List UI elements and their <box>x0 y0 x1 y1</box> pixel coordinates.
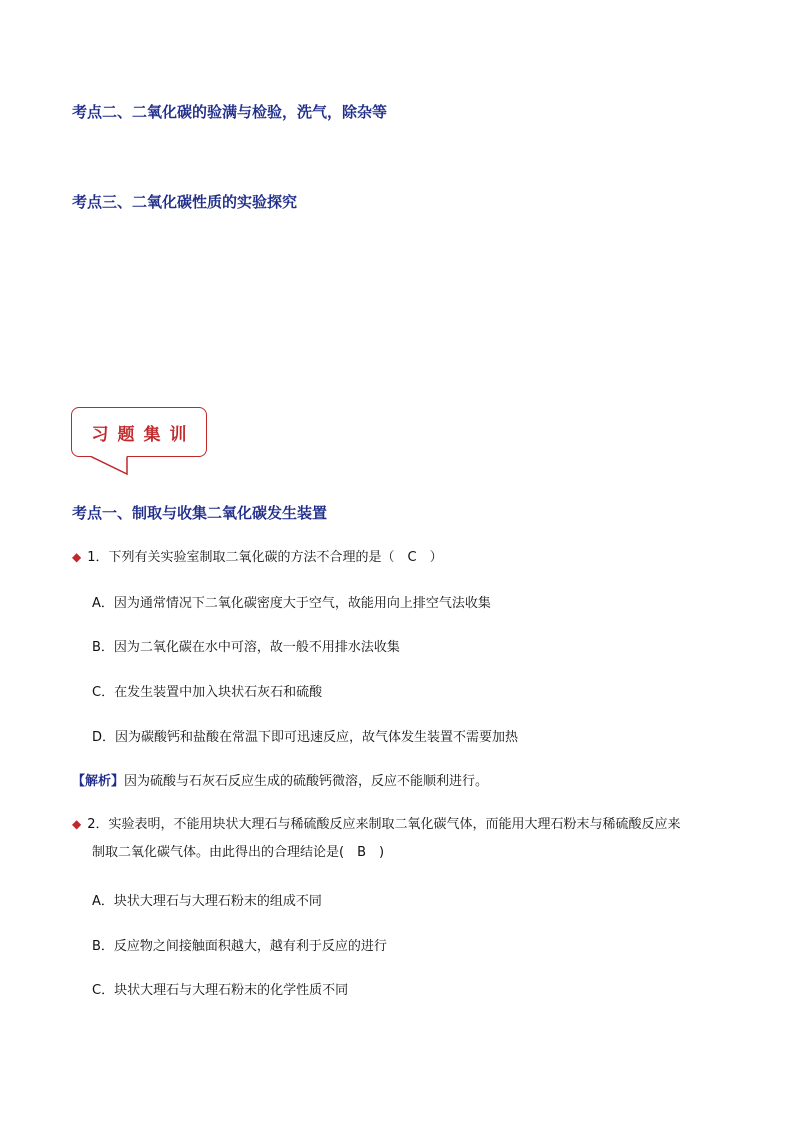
section-heading-3: 考点三、二氧化碳性质的实验探究 <box>72 193 298 211</box>
question-2-line-1 <box>72 813 732 836</box>
question-2-option-a: A．块状大理石与大理石粉末的组成不同 <box>92 894 322 909</box>
analysis-tag: 【解析】 <box>72 774 125 789</box>
question-1-text: 1．下列有关实验室制取二氧化碳的方法不合理的是（ C ） <box>87 550 443 565</box>
question-1 <box>72 546 443 569</box>
diamond-icon: ◆ <box>72 817 82 831</box>
banner-tail <box>91 455 131 475</box>
question-1-option-d: D．因为碳酸钙和盐酸在常温下即可迅速反应，故气体发生装置不需要加热 <box>92 730 519 745</box>
question-2-text-line-1: 2．实验表明，不能用块状大理石与稀硫酸反应来制取二氧化碳气体，而能用大理石粉末与稀硫酸反应来 <box>87 817 681 832</box>
question-2-text-line-2: 制取二氧化碳气体。由此得出的合理结论是( B ) <box>92 845 385 860</box>
banner-label: 习题集训 <box>91 424 196 445</box>
question-1-option-a: A．因为通常情况下二氧化碳密度大于空气，故能用向上排空气法收集 <box>92 596 491 611</box>
question-1-option-c: C．在发生装置中加入块状石灰石和硫酸 <box>92 685 323 700</box>
question-2-option-b: B．反应物之间接触面积越大，越有利于反应的进行 <box>92 939 387 954</box>
section-heading-1: 考点一、制取与收集二氧化碳发生装置 <box>72 504 328 522</box>
question-1-option-b: B．因为二氧化碳在水中可溶，故一般不用排水法收集 <box>92 640 400 655</box>
section-heading-2: 考点二、二氧化碳的验满与检验，洗气，除杂等 <box>72 103 388 121</box>
question-2-option-c: C．块状大理石与大理石粉末的化学性质不同 <box>92 983 349 998</box>
diamond-icon: ◆ <box>72 550 82 564</box>
question-2 <box>72 813 732 864</box>
exercise-banner <box>71 407 207 457</box>
question-1-analysis <box>72 770 488 789</box>
analysis-text: 因为硫酸与石灰石反应生成的硫酸钙微溶，反应不能顺利进行。 <box>124 774 489 789</box>
